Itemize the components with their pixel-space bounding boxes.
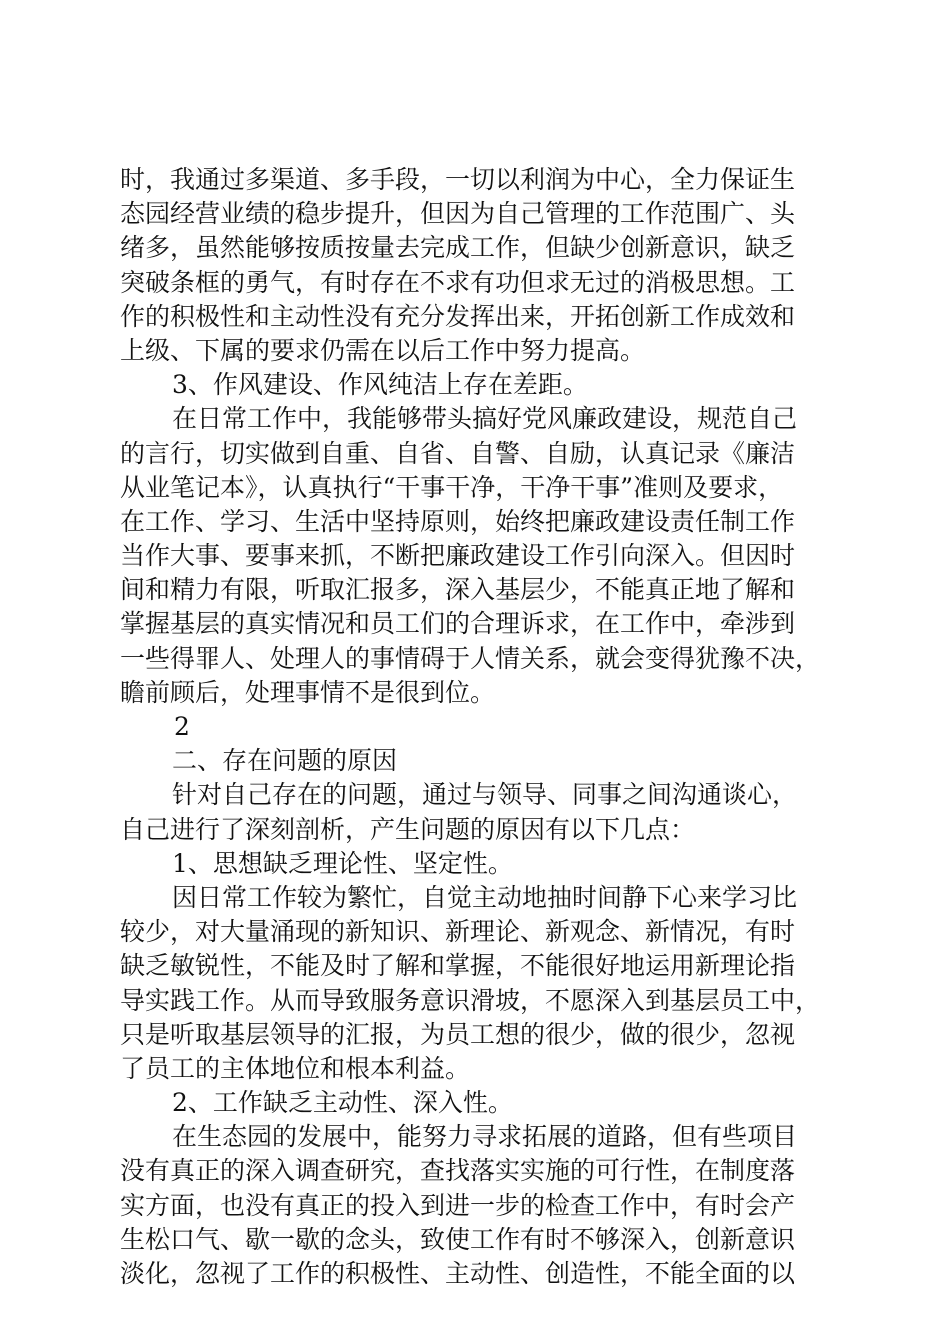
text-line: 淡化，忽视了工作的积极性、主动性、创造性，不能全面的以 — [120, 1259, 796, 1288]
section-heading: 二、存在问题的原因 — [172, 746, 398, 776]
text-line: 因日常工作较为繁忙，自觉主动地抽时间静下心来学习比 — [172, 882, 798, 912]
text-line: 上级、下属的要求仍需在以后工作中努力提高。 — [120, 335, 646, 365]
text-line: 间和精力有限，听取汇报多，深入基层少，不能真正地了解和 — [120, 575, 796, 605]
text-line: 自己进行了深刻剖析，产生问题的原因有以下几点： — [120, 814, 696, 844]
section-heading: 3、作风建设、作风纯洁上存在差距。 — [172, 370, 588, 400]
text-line: 当作大事、要事来抓，不断把廉政建设工作引向深入。但因时 — [120, 541, 796, 571]
text-line: 只是听取基层领导的汇报，为员工想的很少，做的很少，忽视 — [120, 1019, 796, 1049]
text-line: 没有真正的深入调查研究，查找落实实施的可行性，在制度落 — [120, 1156, 796, 1186]
text-line: 时，我通过多渠道、多手段，一切以利润为中心，全力保证生 — [120, 165, 796, 194]
text-line: 瞻前顾后，处理事情不是很到位。 — [120, 677, 496, 707]
text-line: 突破条框的勇气，有时存在不求有功但求无过的消极思想。工 — [120, 267, 796, 297]
text-line: 在工作、学习、生活中坚持原则，始终把廉政建设责任制工作 — [120, 506, 796, 536]
text-line: 针对自己存在的问题，通过与领导、同事之间沟通谈心， — [172, 780, 798, 810]
text-line: 了员工的主体地位和根本利益。 — [120, 1053, 471, 1083]
text-line: 作的积极性和主动性没有充分发挥出来，开拓创新工作成效和 — [120, 301, 796, 331]
section-heading: 2、工作缺乏主动性、深入性。 — [172, 1088, 513, 1118]
text-line: 导实践工作。从而导致服务意识滑坡，不愿深入到基层员工中， — [120, 985, 821, 1015]
text-line: 从业笔记本》，认真执行“干事干净，干净干事”准则及要求， — [120, 472, 784, 502]
text-line: 生松口气、歇一歇的念头，致使工作有时不够深入，创新意识 — [120, 1224, 796, 1254]
text-line: 态园经营业绩的稳步提升，但因为自己管理的工作范围广、头 — [120, 199, 796, 229]
text-line: 掌握基层的真实情况和员工们的合理诉求，在工作中，牵涉到 — [120, 609, 796, 639]
text-line: 的言行，切实做到自重、自省、自警、自励，认真记录《廉洁 — [120, 438, 796, 468]
text-line: 缺乏敏锐性，不能及时了解和掌握，不能很好地运用新理论指 — [120, 951, 796, 981]
text-line: 在日常工作中，我能够带头搞好党风廉政建设，规范自己 — [172, 404, 798, 434]
document-body — [120, 163, 840, 1291]
section-heading: 1、思想缺乏理论性、坚定性。 — [172, 848, 513, 878]
text-line: 实方面，也没有真正的投入到进一步的检查工作中，有时会产 — [120, 1190, 796, 1220]
text-line: 绪多，虽然能够按质按量去完成工作，但缺少创新意识，缺乏 — [120, 233, 796, 263]
page-number: 2 — [174, 712, 190, 741]
text-line: 一些得罪人、处理人的事情碍于人情关系，就会变得犹豫不决， — [120, 643, 821, 673]
text-line: 较少，对大量涌现的新知识、新理论、新观念、新情况，有时 — [120, 917, 796, 947]
text-line: 在生态园的发展中，能努力寻求拓展的道路，但有些项目 — [172, 1122, 798, 1152]
